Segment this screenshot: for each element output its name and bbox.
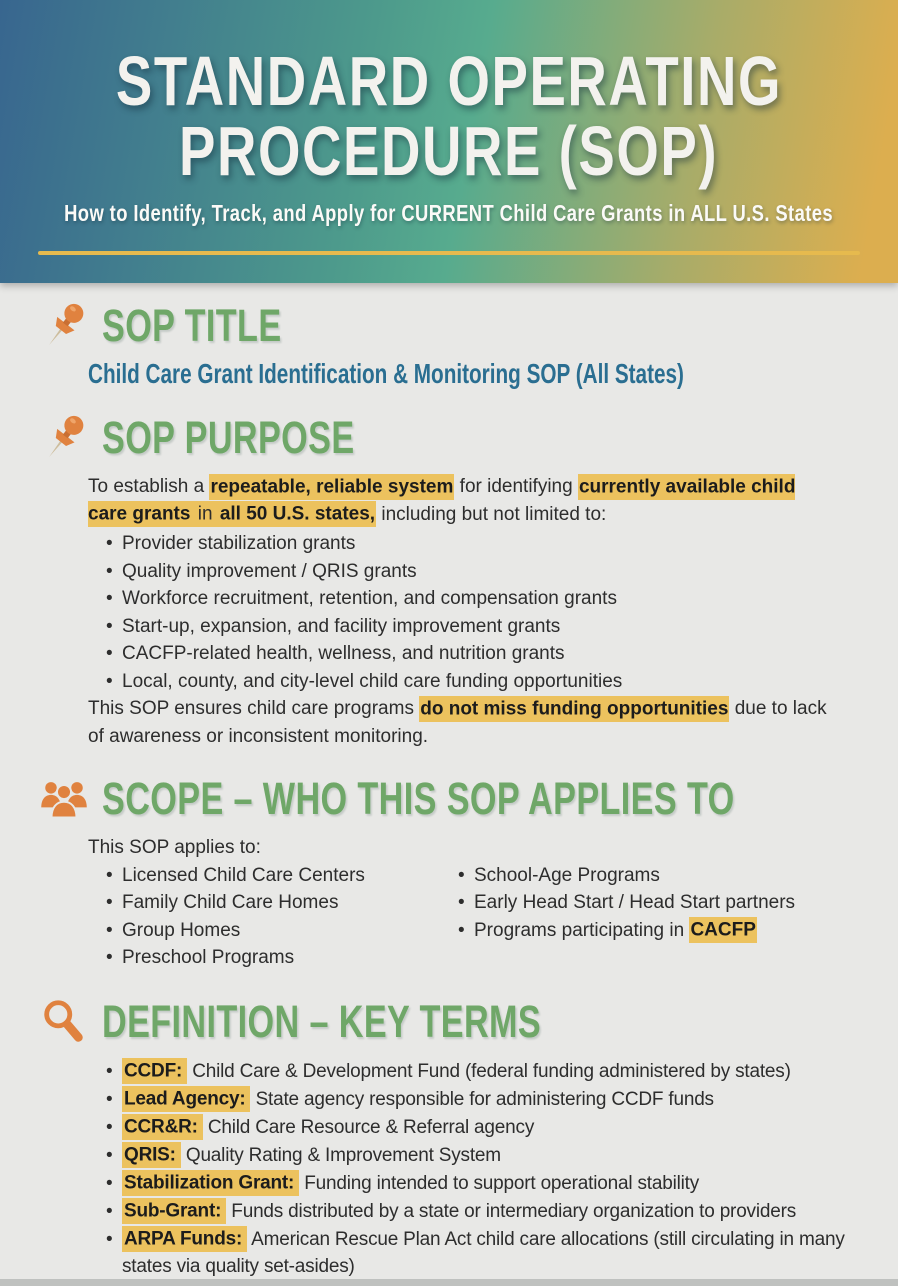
section-scope-heading bbox=[38, 774, 860, 824]
magnifier-icon bbox=[38, 996, 90, 1048]
list-item: • Quality improvement / QRIS grants bbox=[106, 558, 836, 586]
list-item: • School-Age Programs bbox=[458, 862, 795, 890]
footer-bar bbox=[0, 1279, 898, 1286]
definitions-block bbox=[88, 1058, 863, 1281]
highlight-text: CACFP bbox=[689, 917, 756, 943]
section-heading-scope: SCOPE – WHO THIS SOP APPLIES TO bbox=[102, 773, 735, 824]
section-heading-definitions: DEFINITION – KEY TERMS bbox=[102, 995, 542, 1047]
content-area bbox=[0, 299, 898, 1281]
scope-text: Programs participating in bbox=[474, 919, 690, 941]
list-item: • Workforce recruitment, retention, and compensation grants bbox=[106, 585, 836, 613]
list-item: • Group Homes bbox=[106, 917, 440, 945]
sop-title-value: Child Care Grant Identification & Monitoring SOP (All States) bbox=[88, 358, 684, 389]
page-subtitle: How to Identify, Track, and Apply for CURRENT Child Care Grants in ALL U.S. States bbox=[64, 200, 834, 226]
pushpin-icon bbox=[38, 299, 90, 353]
list-item: • Preschool Programs bbox=[106, 944, 440, 972]
section-heading-sop-purpose: SOP PURPOSE bbox=[102, 412, 355, 463]
scope-intro: This SOP applies to: bbox=[88, 837, 261, 858]
highlight-text: currently available child care grants bbox=[88, 474, 795, 528]
term-desc: Funds distributed by a state or intermediary organization to providers bbox=[226, 1200, 797, 1222]
list-item: • Provider stabilization grants bbox=[106, 530, 836, 558]
scope-left-list bbox=[88, 862, 440, 972]
term-highlight: Stabilization Grant: bbox=[122, 1170, 299, 1196]
list-item: • Local, county, and city-level child care funding opportunities bbox=[106, 668, 836, 696]
highlight-text: do not miss funding opportunities bbox=[419, 696, 729, 722]
section-heading-sop-title: SOP TITLE bbox=[102, 300, 282, 351]
list-item bbox=[106, 1142, 863, 1170]
list-item bbox=[106, 1114, 863, 1142]
list-item bbox=[458, 917, 795, 945]
term-highlight: Lead Agency: bbox=[122, 1086, 250, 1112]
list-item bbox=[106, 1170, 863, 1198]
highlight-text: in bbox=[191, 501, 218, 527]
page-title-line-2: PROCEDURE (SOP) bbox=[179, 112, 719, 190]
people-group-icon bbox=[38, 776, 90, 822]
purpose-text: for identifying bbox=[454, 476, 578, 497]
purpose-text: due to lack of awareness or inconsistent monitoring. bbox=[88, 698, 827, 747]
list-item: • Early Head Start / Head Start partners bbox=[458, 889, 795, 917]
list-item bbox=[106, 1058, 863, 1086]
definitions-list bbox=[88, 1058, 863, 1281]
list-item bbox=[106, 1086, 863, 1114]
term-highlight: CCDF: bbox=[122, 1058, 187, 1084]
purpose-bullet-list bbox=[88, 530, 836, 695]
term-desc: Child Care Resource & Referral agency bbox=[202, 1116, 535, 1138]
scope-right-list bbox=[440, 862, 795, 945]
scope-column-right bbox=[440, 862, 795, 972]
highlight-text: repeatable, reliable system bbox=[209, 474, 454, 500]
scope-columns bbox=[88, 862, 860, 972]
section-sop-purpose-heading bbox=[38, 411, 860, 465]
purpose-text: including but not limited to: bbox=[376, 503, 607, 525]
term-desc: American Rescue Plan Act child care allocations (still circulating in many states via quality set-asides) bbox=[122, 1228, 845, 1277]
list-item bbox=[106, 1226, 863, 1281]
term-highlight: CCR&R: bbox=[122, 1114, 203, 1140]
section-definitions-heading bbox=[38, 996, 860, 1048]
term-highlight: Sub-Grant: bbox=[122, 1198, 226, 1224]
page-title-line-1: STANDARD OPERATING bbox=[115, 42, 783, 120]
list-item: • Licensed Child Care Centers bbox=[106, 862, 440, 890]
term-highlight: ARPA Funds: bbox=[122, 1226, 247, 1252]
gold-divider bbox=[38, 251, 860, 255]
term-desc: Child Care & Development Fund (federal funding administered by states) bbox=[187, 1060, 791, 1082]
purpose-intro-paragraph bbox=[88, 473, 836, 750]
term-desc: Quality Rating & Improvement System bbox=[180, 1144, 501, 1166]
scope-column-left bbox=[88, 862, 440, 972]
highlight-text: all 50 U.S. states, bbox=[219, 501, 376, 527]
purpose-text: This SOP ensures child care programs bbox=[88, 698, 420, 719]
purpose-text: To establish a bbox=[88, 476, 210, 497]
list-item: • Family Child Care Homes bbox=[106, 889, 440, 917]
list-item bbox=[106, 1198, 863, 1226]
section-sop-title-heading bbox=[38, 299, 860, 353]
purpose-closing-paragraph bbox=[88, 695, 836, 750]
list-item: • Start-up, expansion, and facility improvement grants bbox=[106, 613, 836, 641]
pushpin-icon bbox=[38, 411, 90, 465]
list-item: • CACFP-related health, wellness, and nutrition grants bbox=[106, 640, 836, 668]
term-desc: Funding intended to support operational stability bbox=[299, 1172, 700, 1194]
term-desc: State agency responsible for administering CCDF funds bbox=[250, 1088, 714, 1110]
term-highlight: QRIS: bbox=[122, 1142, 181, 1168]
header-banner bbox=[0, 0, 898, 283]
